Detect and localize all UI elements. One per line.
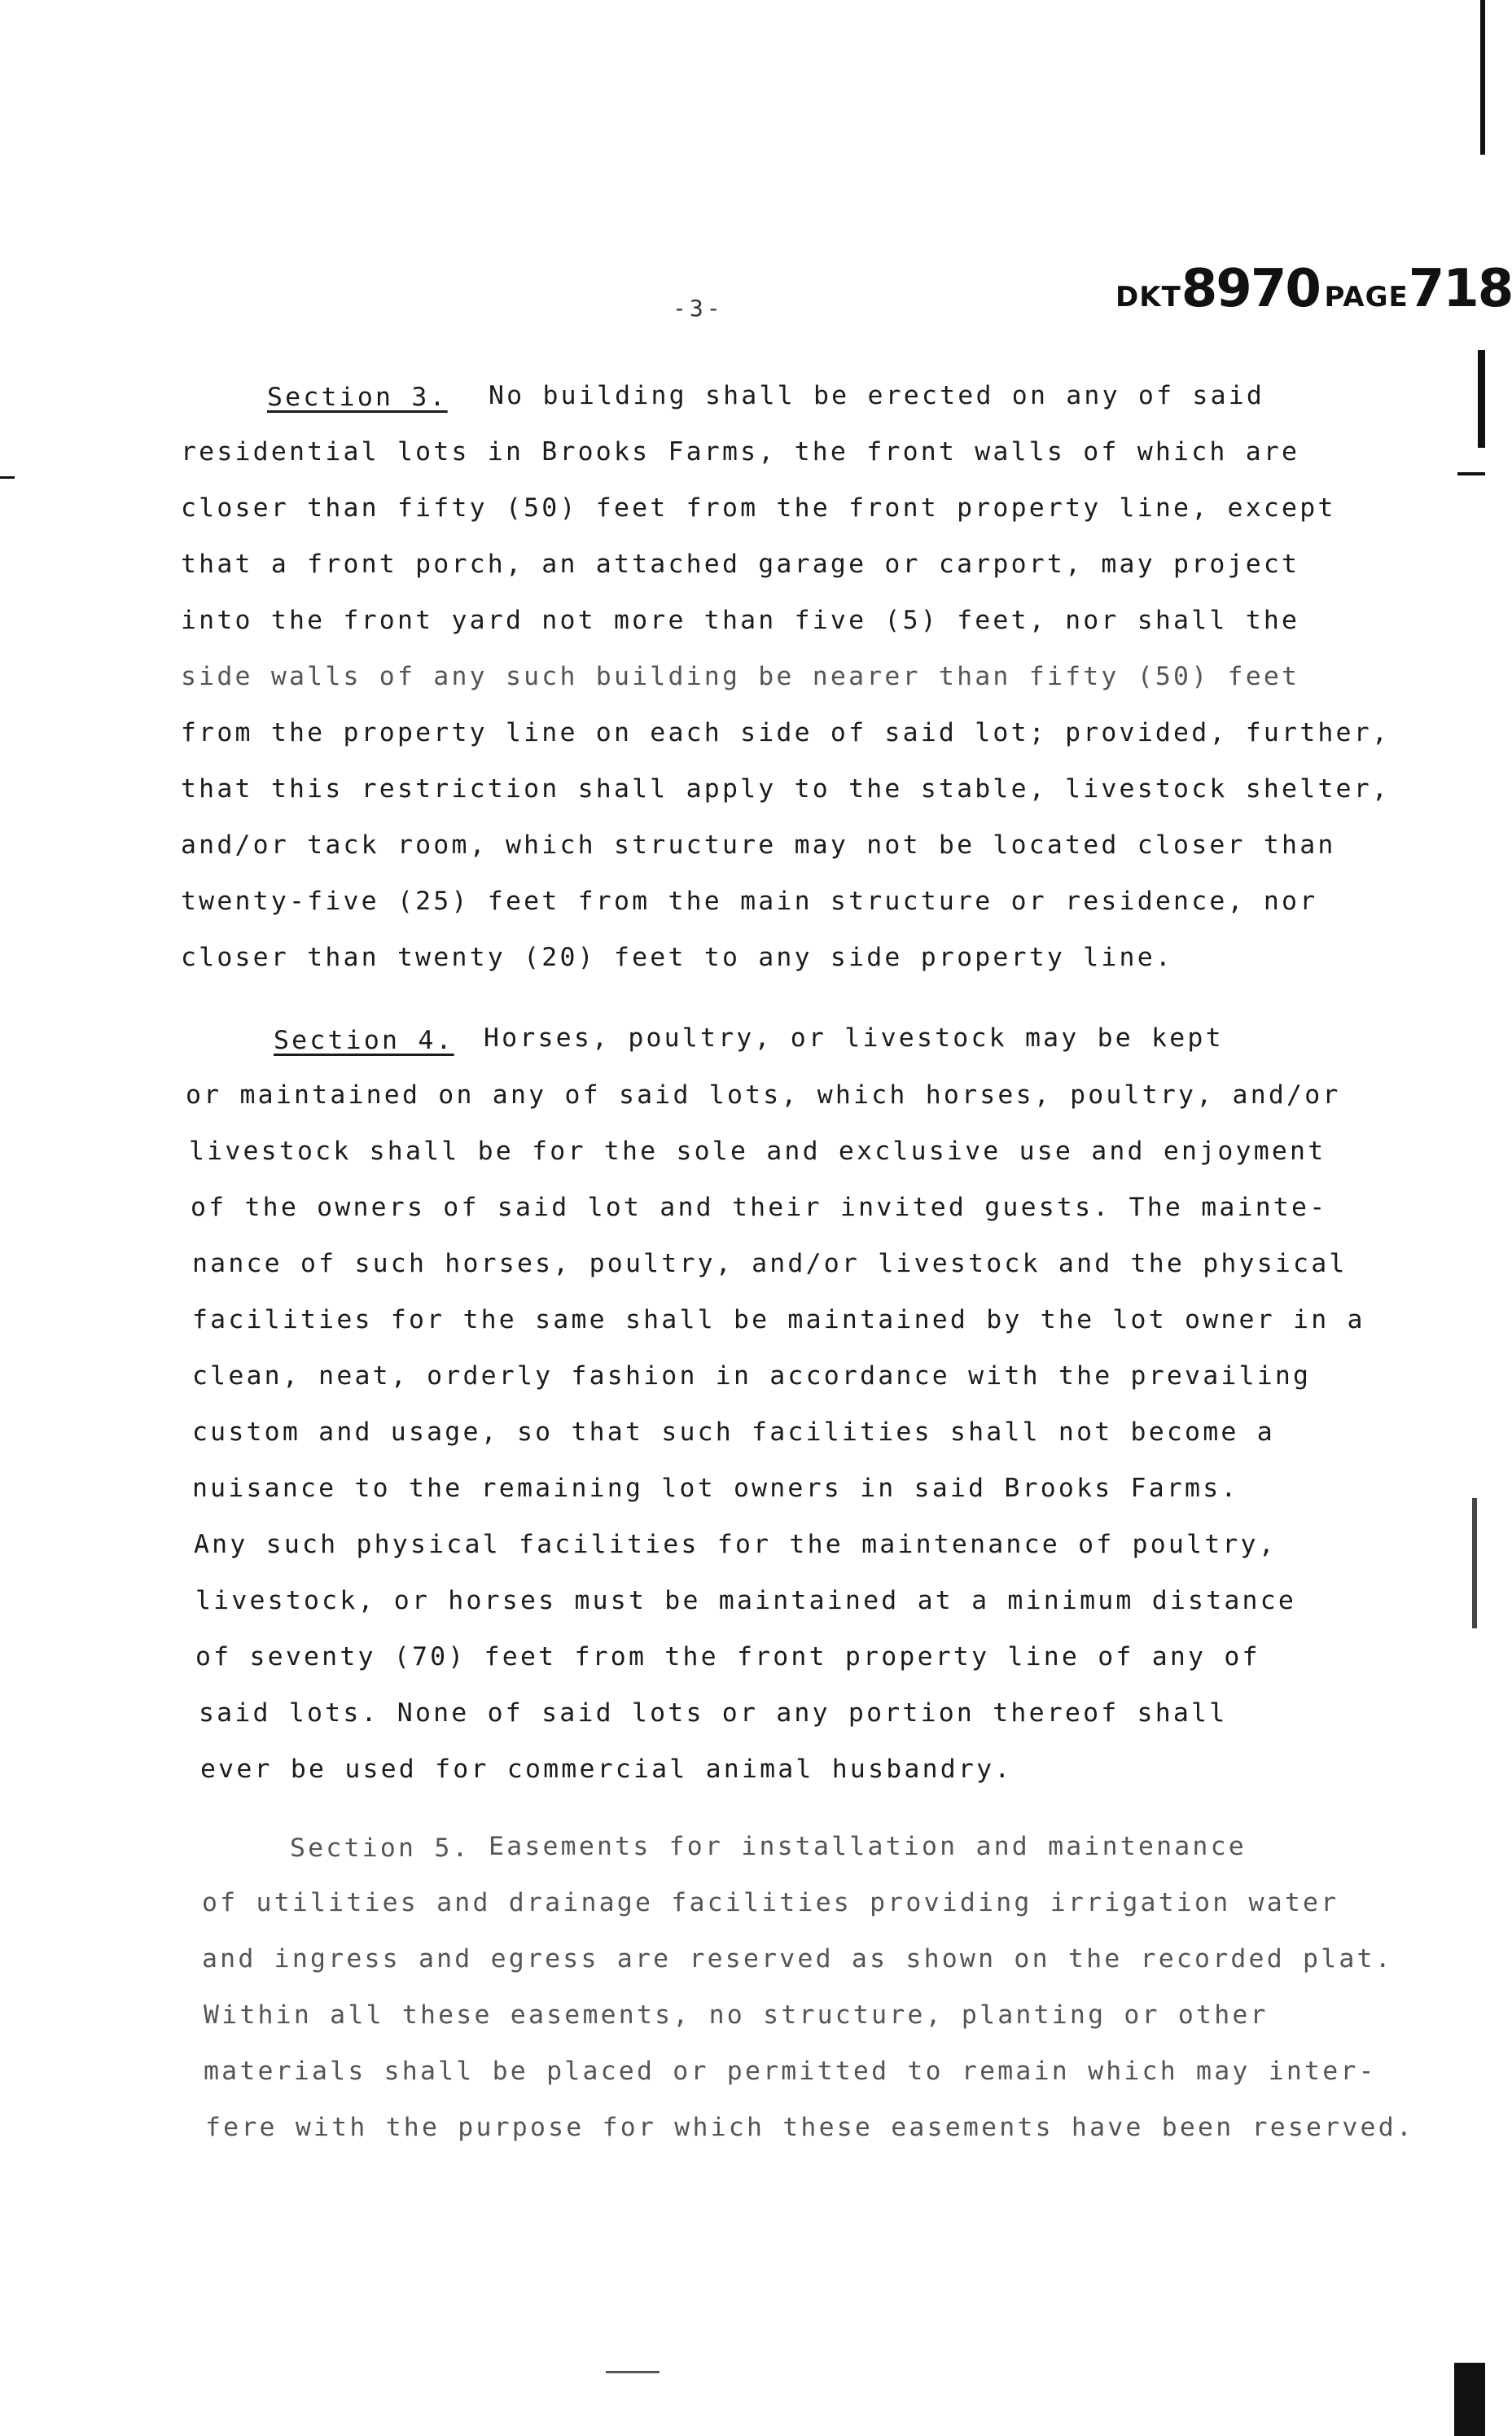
section-4-line-4: of the owners of said lot and their invited guests. The mainte- [191, 1193, 1328, 1222]
section-3-line-4: that a front porch, an attached garage or carport, may project [181, 550, 1300, 579]
book-number: 8970 [1181, 259, 1320, 319]
section-4-heading: Section 4. [274, 1026, 454, 1055]
section-3-line-1: No building shall be erected on any of said [489, 381, 1265, 410]
section-5-line-1: Easements for installation and maintenance [489, 1832, 1247, 1861]
scan-edge-mark-upper [1478, 350, 1485, 448]
section-3-line-9: and/or tack room, which structure may not be located closer than [181, 830, 1336, 860]
section-3-line-2: residential lots in Brooks Farms, the front walls of which are [181, 437, 1300, 467]
section-4-line-10: Any such physical facilities for the maintenance of poultry, [194, 1530, 1277, 1559]
section-5-line-4: Within all these easements, no structure, planting or other [204, 2000, 1269, 2030]
section-5-line-5: materials shall be placed or permitted to remain which may inter- [204, 2057, 1377, 2086]
scan-left-tick [0, 476, 15, 479]
book-page-reference [1115, 259, 1512, 319]
section-3-line-6: side walls of any such building be nearer than fifty (50) feet [181, 662, 1300, 691]
scan-edge-mark-top [1480, 0, 1485, 155]
section-5-line-2: of utilities and drainage facilities providing irrigation water [202, 1888, 1339, 1917]
scan-corner-blot [1454, 2363, 1485, 2436]
section-3-line-3: closer than fifty (50) feet from the front property line, except [181, 493, 1336, 523]
section-4-line-12: of seventy (70) feet from the front property line of any of [195, 1642, 1260, 1671]
scan-edge-tick [1457, 472, 1485, 475]
section-3-heading: Section 3. [267, 383, 448, 412]
section-3-line-10: twenty-five (25) feet from the main structure or residence, nor [181, 887, 1318, 916]
section-4-line-2: or maintained on any of said lots, which horses, poultry, and/or [186, 1080, 1341, 1110]
section-5-heading: Section 5. [290, 1834, 471, 1863]
page-label: PAGE [1324, 281, 1409, 313]
section-4-line-13: said lots. None of said lots or any portion thereof shall [199, 1698, 1228, 1728]
scan-edge-mark-middle [1472, 1498, 1477, 1628]
section-4-line-11: livestock, or horses must be maintained at a minimum distance [195, 1586, 1297, 1615]
section-5-line-3: and ingress and egress are reserved as shown on the recorded plat. [202, 1944, 1393, 1974]
section-4-line-5: nance of such horses, poultry, and/or livestock and the physical [192, 1249, 1348, 1278]
section-4-line-14: ever be used for commercial animal husbandry. [200, 1755, 1013, 1784]
section-4-line-7: clean, neat, orderly fashion in accordance with the prevailing [192, 1361, 1312, 1391]
page-number: -3- [673, 295, 724, 322]
section-4-line-9: nuisance to the remaining lot owners in said Brooks Farms. [192, 1474, 1239, 1503]
section-4-line-8: custom and usage, so that such facilities shall not become a [192, 1417, 1275, 1447]
section-4-line-3: livestock shall be for the sole and exclusive use and enjoyment [189, 1137, 1326, 1166]
section-3-line-11: closer than twenty (20) feet to any side property line. [181, 943, 1174, 972]
book-label: DKT [1115, 281, 1181, 313]
section-4-line-1: Horses, poultry, or livestock may be kept [484, 1023, 1224, 1053]
section-3-line-5: into the front yard not more than five (5) feet, nor shall the [181, 606, 1300, 635]
section-3-line-8: that this restriction shall apply to the stable, livestock shelter, [181, 774, 1391, 804]
section-5-line-6: fere with the purpose for which these easements have been reserved. [205, 2113, 1415, 2142]
section-3-line-7: from the property line on each side of said lot; provided, further, [181, 718, 1391, 747]
scan-bottom-dash [606, 2371, 660, 2373]
section-4-line-6: facilities for the same shall be maintained by the lot owner in a [192, 1305, 1365, 1334]
page-reference: 718 [1408, 259, 1512, 319]
